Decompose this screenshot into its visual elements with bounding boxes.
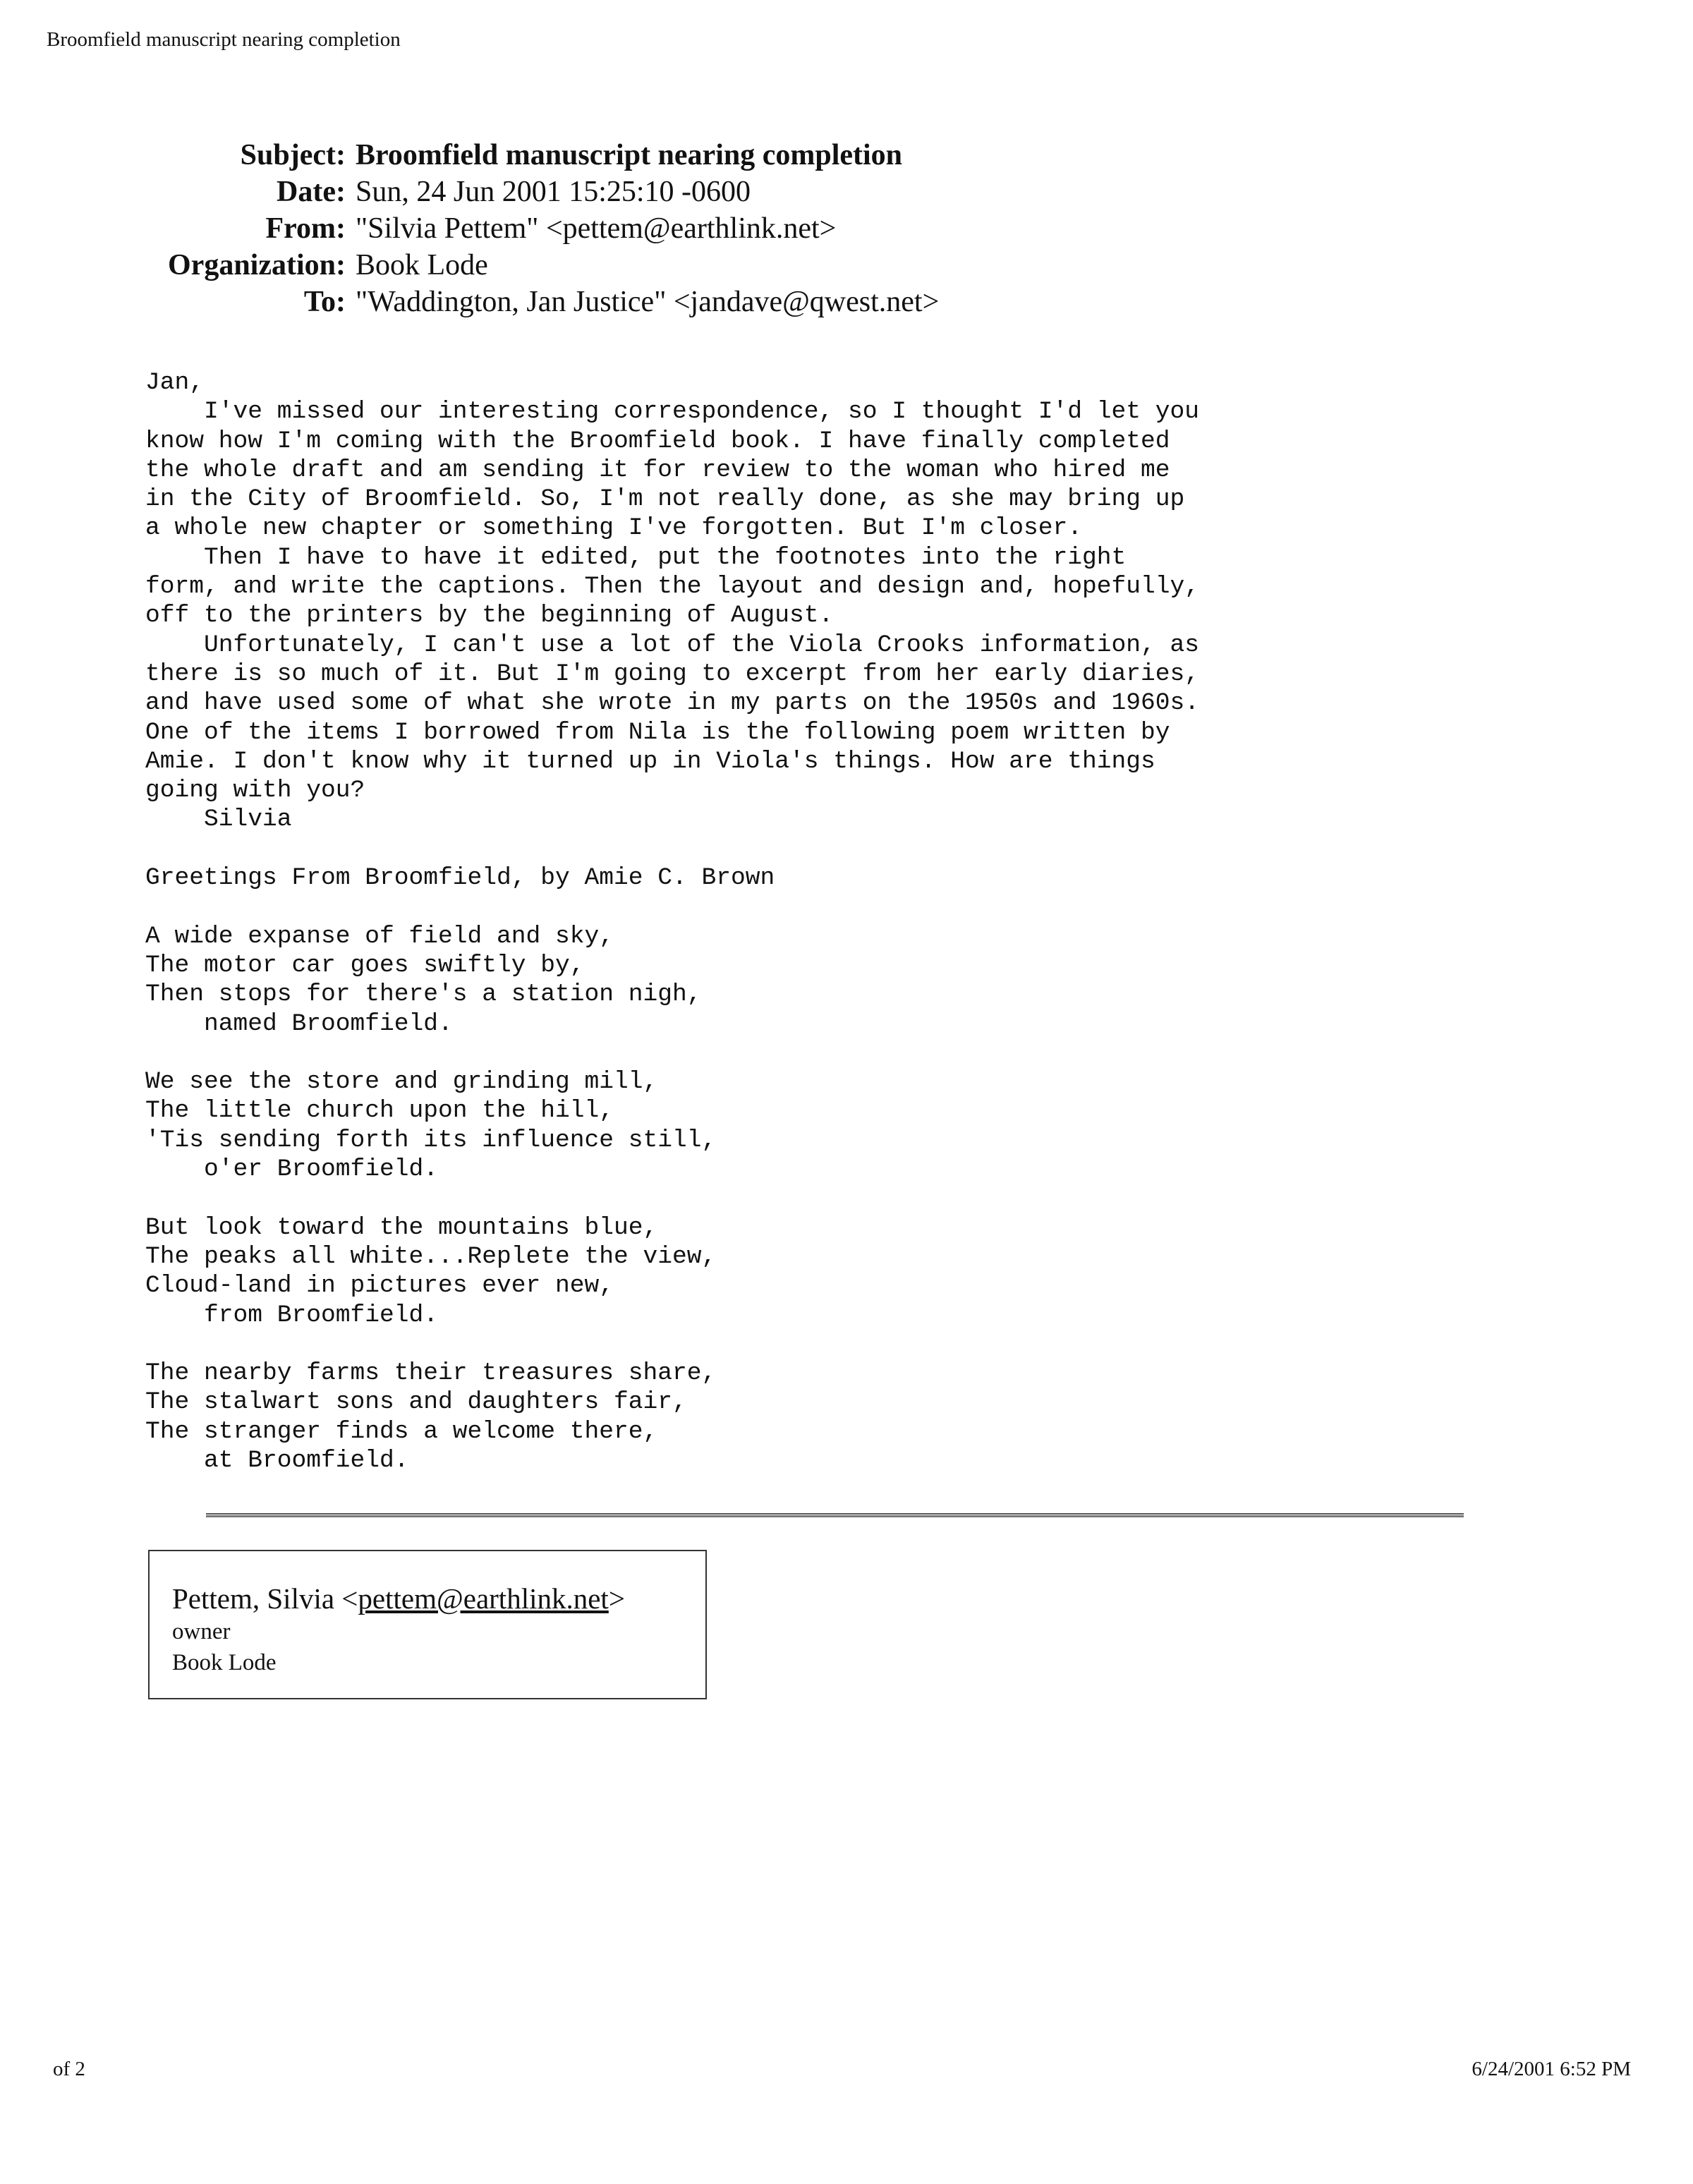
date-value: Sun, 24 Jun 2001 15:25:10 -0600 — [356, 176, 751, 208]
from-value: "Silvia Pettem" <pettem@earthlink.net> — [356, 212, 837, 245]
to-label: To: — [303, 286, 346, 318]
signature-separator — [206, 1513, 1464, 1517]
signature-email-close: > — [608, 1582, 625, 1615]
date-row — [99, 174, 939, 210]
organization-value: Book Lode — [356, 249, 488, 281]
from-row — [99, 210, 939, 247]
signature-email-open: < — [341, 1582, 358, 1615]
signature-email-link[interactable]: pettem@earthlink.net — [358, 1582, 609, 1615]
email-header-block — [99, 137, 939, 320]
date-label: Date: — [277, 176, 346, 208]
footer-datetime: 6/24/2001 6:52 PM — [1471, 2058, 1631, 2080]
signature-card — [148, 1550, 707, 1699]
organization-row — [99, 247, 939, 284]
organization-label: Organization: — [168, 249, 346, 281]
running-header: Broomfield manuscript nearing completion — [47, 28, 401, 51]
from-label: From: — [265, 212, 346, 245]
signature-company: Book Lode — [172, 1650, 277, 1675]
footer-page-count: of 2 — [53, 2058, 85, 2080]
subject-value: Broomfield manuscript nearing completion — [356, 139, 903, 171]
signature-title: owner — [172, 1619, 231, 1644]
subject-label: Subject: — [240, 139, 346, 171]
signature-name-line — [172, 1581, 705, 1616]
message-body: Jan, I've missed our interesting correspondence, so I thought I'd let you know how I'm coming with the Broomfield book. I have finally completed the whole draft and am sending it for review to the woman who hired me in the City of Broomfield. So, I'm not really done, as she may bring up a whole new chapter or something I've forgotten. But I'm closer. Then I have to have it edited, put the footnotes into the right form, and write the captions. Then the layout and design and, hopefully, off to the printers by the beginning of August. Unfortunately, I can't use a lot of the Viola Crooks information, as there is so much of it. But I'm going to excerpt from her early diaries, and have used some of what she wrote in my parts on the 1950s and 1960s. One of the items I borrowed from Nila is the following poem written by Amie. I don't know why it turned up in Viola's things. How are things going with you? Silvia Greetings From Broomfield, by Amie C. Brown A wide expanse of field and sky, The motor car goes swiftly by, Then stops for there's a station nigh, named Broomfield. We see the store and grinding mill, The little church upon the hill, 'Tis sending forth its influence still, o'er Broomfield. But look toward the mountains blue, The peaks all white...Replete the view, Cloud-land in pictures ever new, from Broomfield. The nearby farms their treasures share, The stalwart sons and daughters fair, The stranger finds a welcome there, at Broomfield. — [145, 369, 1200, 1474]
to-value: "Waddington, Jan Justice" <jandave@qwest.net> — [356, 286, 940, 318]
signature-name: Pettem, Silvia — [172, 1582, 335, 1615]
subject-row — [99, 137, 939, 174]
to-row — [99, 284, 939, 320]
